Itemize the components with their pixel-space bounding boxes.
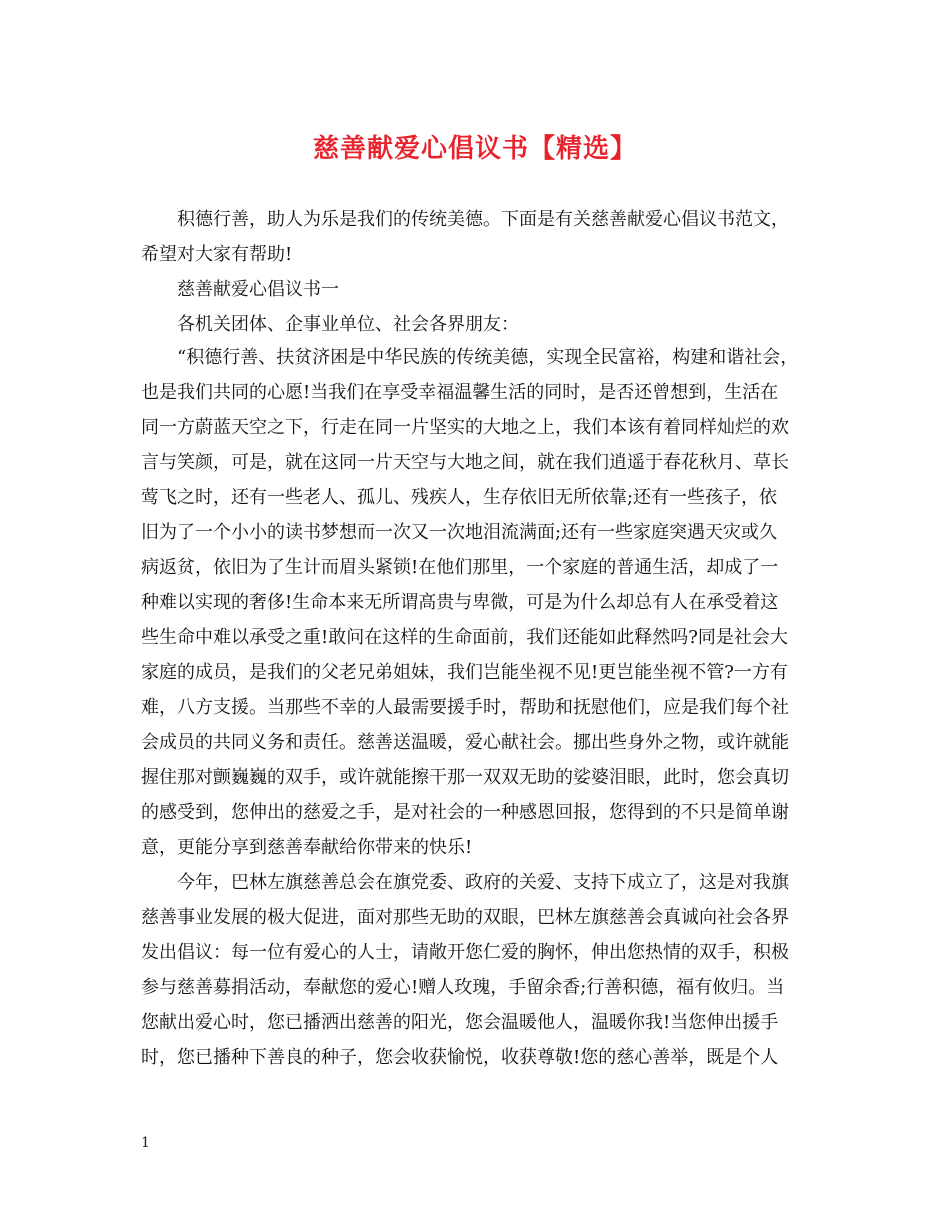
paragraph-line: 慈善事业发展的极大促进，面对那些无助的双眼，巴林左旗慈善会真诚向社会各界 xyxy=(141,907,789,928)
paragraph-line: 意，更能分享到慈善奉献给你带来的快乐! xyxy=(141,837,473,858)
paragraph-line: 发出倡议：每一位有爱心的人士，请敞开您仁爱的胸怀，伸出您热情的双手，积极 xyxy=(141,942,789,963)
paragraph-line: 种难以实现的奢侈!生命本来无所谓高贵与卑微，可是为什么却总有人在承受着这 xyxy=(141,592,779,613)
paragraph-line: 握住那对颤巍巍的双手，或许就能擦干那一双双无助的娑婆泪眼，此时，您会真切 xyxy=(141,767,789,788)
paragraph-line: 病返贫，依旧为了生计而眉头紧锁!在他们那里，一个家庭的普通生活，却成了一 xyxy=(141,557,779,578)
paragraph-line: 难，八方支援。当那些不幸的人最需要援手时，帮助和抚慰他们，应是我们每个社 xyxy=(141,697,789,718)
paragraph-line: 旧为了一个小小的读书梦想而一次又一次地泪流满面;还有一些家庭突遇天灾或久 xyxy=(141,522,778,543)
salutation: 各机关团体、企事业单位、社会各界朋友： xyxy=(177,314,519,335)
paragraph-line: 参与慈善募捐活动，奉献您的爱心!赠人玫瑰，手留余香;行善积德，福有攸归。当 xyxy=(141,977,785,998)
paragraph-line: 希望对大家有帮助! xyxy=(141,244,293,265)
paragraph-line: 些生命中难以承受之重!敢问在这样的生命面前，我们还能如此释然吗?同是社会大 xyxy=(141,627,788,648)
paragraph-line: “积德行善、扶贫济困是中华民族的传统美德，实现全民富裕，构建和谐社会， xyxy=(177,347,799,368)
page-number: 1 xyxy=(141,1135,150,1151)
paragraph-line: 同一方蔚蓝天空之下，行走在同一片坚实的大地之上，我们本该有着同样灿烂的欢 xyxy=(141,417,789,438)
paragraph-line: 言与笑颜，可是，就在这同一片天空与大地之间，就在我们逍遥于春花秋月、草长 xyxy=(141,452,789,473)
document-title: 慈善献爱心倡议书【精选】 xyxy=(312,134,637,164)
paragraph-line: 您献出爱心时，您已播洒出慈善的阳光，您会温暖他人，温暖你我!当您伸出援手 xyxy=(141,1012,779,1033)
paragraph-line: 会成员的共同义务和责任。慈善送温暖，爱心献社会。挪出些身外之物，或许就能 xyxy=(141,732,789,753)
paragraph-line: 今年，巴林左旗慈善总会在旗党委、政府的关爱、支持下成立了，这是对我旗 xyxy=(177,872,789,893)
paragraph-line: 也是我们共同的心愿!当我们在享受幸福温馨生活的同时，是否还曾想到，生活在 xyxy=(141,382,779,403)
paragraph-line: 家庭的成员，是我们的父老兄弟姐妹，我们岂能坐视不见!更岂能坐视不管?一方有 xyxy=(141,662,788,683)
paragraph-line: 的感受到，您伸出的慈爱之手，是对社会的一种感恩回报，您得到的不只是简单谢 xyxy=(141,802,789,823)
paragraph-line: 莺飞之时，还有一些老人、孤儿、残疾人，生存依旧无所依靠;还有一些孩子，依 xyxy=(141,487,778,508)
section-heading: 慈善献爱心倡议书一 xyxy=(177,279,339,300)
paragraph-line: 时，您已播种下善良的种子，您会收获愉悦，收获尊敬!您的慈心善举，既是个人 xyxy=(141,1047,779,1068)
paragraph-line: 积德行善，助人为乐是我们的传统美德。下面是有关慈善献爱心倡议书范文， xyxy=(177,209,789,230)
